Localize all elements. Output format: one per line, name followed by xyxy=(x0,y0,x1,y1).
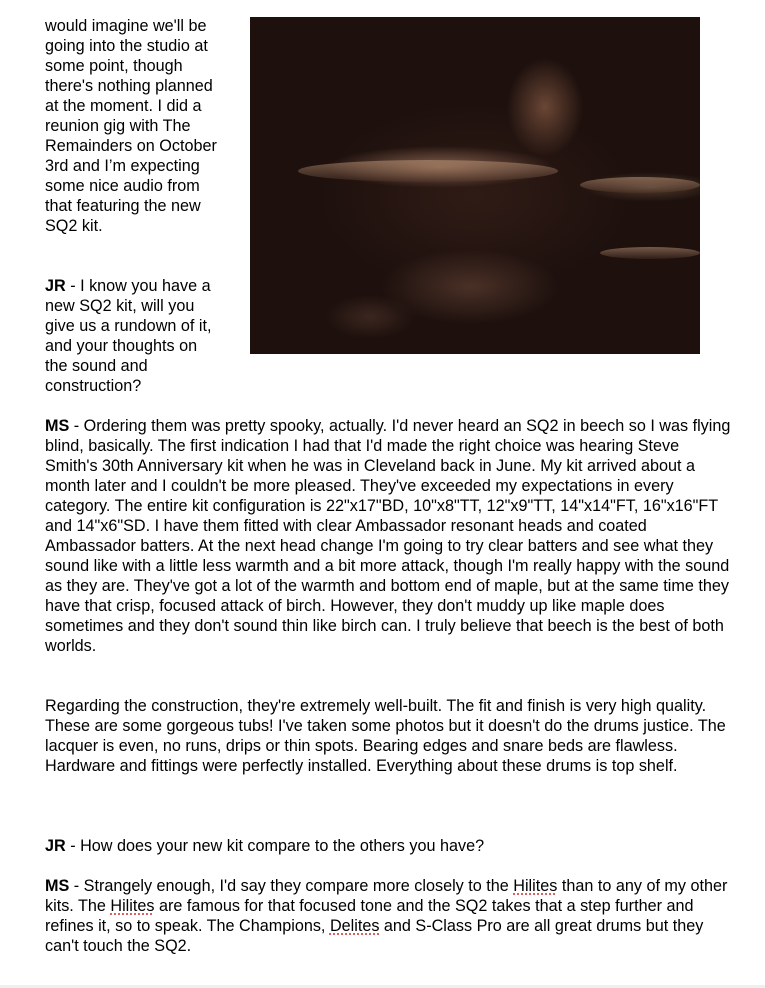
text-line: the sound and xyxy=(45,357,148,375)
question-text: - I know you have a xyxy=(65,277,211,295)
speaker-label: JR xyxy=(45,277,66,295)
question-sq2-kit xyxy=(45,276,240,396)
speaker-label: MS xyxy=(45,417,70,435)
text-line: construction? xyxy=(45,377,142,395)
drummer-photo xyxy=(250,17,700,354)
text-line: new SQ2 kit, will you xyxy=(45,297,195,315)
answer-construction: Regarding the construction, they're extremely well-built. The fit and finish is very high quality. These are some gorgeous tubs! I've taken some photos but it doesn't do the drums justice. The lacquer is even, no runs, drips or thin spots. Bearing edges and snare beds are flawless. Hardware and fittings were perfectly installed. Everything about these drums is top shelf. xyxy=(45,697,726,775)
text-line: going into the studio at xyxy=(45,37,208,55)
cymbal-shape xyxy=(580,177,700,193)
speaker-label: JR xyxy=(45,837,66,855)
text-line: at the moment. I did a xyxy=(45,97,202,115)
text-line: would imagine we'll be xyxy=(45,17,207,35)
answer-compare-kits xyxy=(45,876,735,956)
text-line: and your thoughts on xyxy=(45,337,198,355)
answer-text: than to any of my other kits. The xyxy=(45,877,728,915)
speaker-label: MS xyxy=(45,877,70,895)
answer-text: and S-Class Pro are all great drums but they can't touch the SQ2. xyxy=(45,917,704,955)
spellcheck-word: Hilites xyxy=(513,877,558,895)
spellcheck-word: Delites xyxy=(329,917,380,935)
text-line: that featuring the new xyxy=(45,197,201,215)
answer-text: - Strangely enough, I'd say they compare more closely to the xyxy=(69,877,514,895)
text-line: 3rd and I’m expecting xyxy=(45,157,200,175)
question-compare-kits xyxy=(45,836,735,856)
intro-paragraph xyxy=(45,16,240,236)
cymbal-shape xyxy=(600,247,700,259)
text-line: SQ2 kit. xyxy=(45,217,103,235)
question-text: - How does your new kit compare to the others you have? xyxy=(65,837,485,855)
text-line xyxy=(45,276,240,296)
answer-text: are famous for that focused tone and the SQ2 takes that a step further and refines it, so to speak. The Champions, xyxy=(45,897,694,935)
text-line: Remainders on October xyxy=(45,137,217,155)
text-line: some point, though xyxy=(45,57,183,75)
text-line: there's nothing planned xyxy=(45,77,213,95)
text-line: give us a rundown of it, xyxy=(45,317,212,335)
spellcheck-word: Hilites xyxy=(110,897,155,915)
answer-text: - Ordering them was pretty spooky, actually. I'd never heard an SQ2 in beech so I was flying blind, basically. The first indication I had that I'd made the right choice was hearing Steve Smith's 30th Anniversary kit when he was in Cleveland back in June. My kit arrived about a month later and I couldn't be more pleased. They've exceeded my expectations in every category. The entire kit configuration is 22"x17"BD, 10"x8"TT, 12"x9"TT, 14"x14"FT, 16"x16"FT and 14"x6"SD. I have them fitted with clear Ambassador resonant heads and coated Ambassador batters. At the next head change I'm going to try clear batters and see what they sound like with a little less warmth and a bit more attack, though I'm really happy with the sound as they are. They've got a lot of the warmth and bottom end of maple, but at the same time they have that crisp, focused attack of birch. However, they don't muddy up like maple does sometimes and they don't sound thin like birch can. I truly believe that beech is the best of both worlds. xyxy=(45,417,731,655)
text-line: some nice audio from xyxy=(45,177,200,195)
answer-sq2-kit xyxy=(45,416,735,656)
text-line: reunion gig with The xyxy=(45,117,191,135)
cymbal-shape xyxy=(298,160,558,182)
